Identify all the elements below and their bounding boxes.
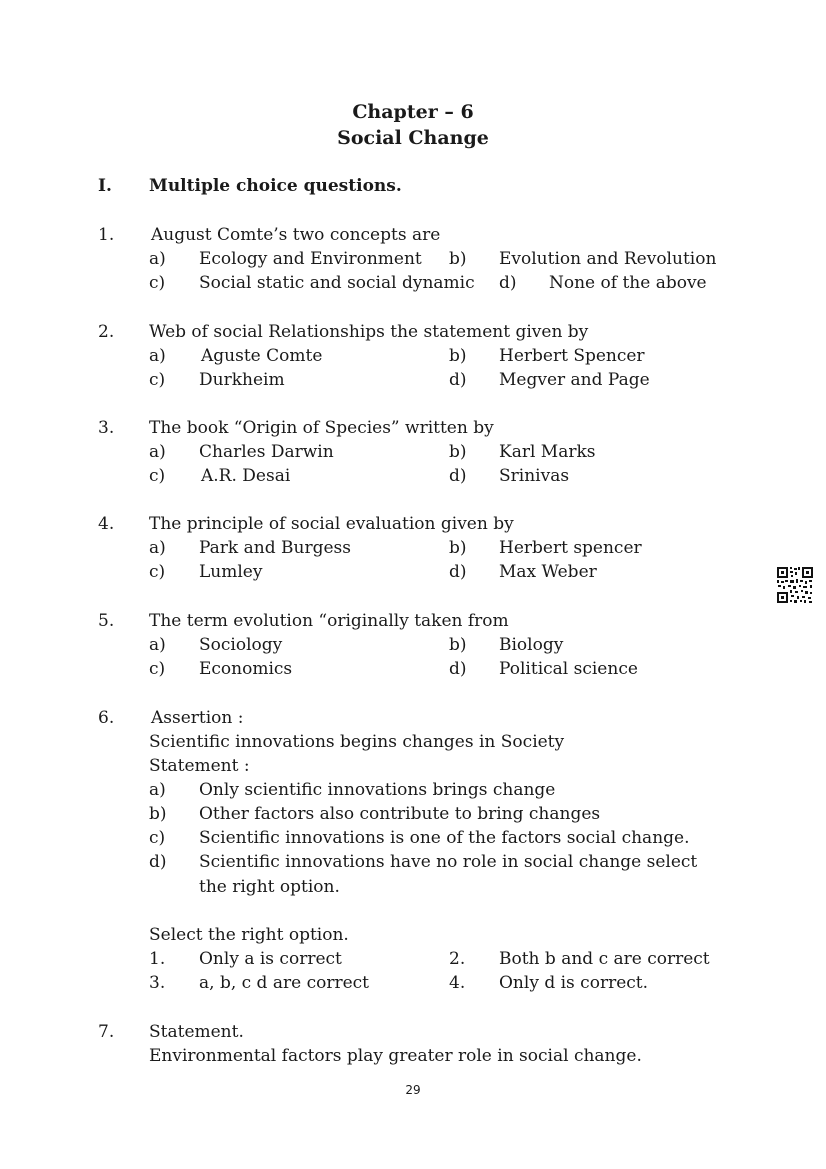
option-text: Political science: [499, 659, 638, 679]
option-label: b): [449, 635, 467, 655]
option-text: Charles Darwin: [199, 442, 334, 462]
option-text: Herbert spencer: [499, 538, 642, 558]
option-label: a): [149, 538, 166, 558]
option-text: Evolution and Revolution: [499, 249, 717, 269]
option-label: c): [149, 562, 166, 582]
option-label: d): [449, 562, 467, 582]
option-text: Ecology and Environment: [199, 249, 422, 269]
question-text: August Comte’s two concepts are: [151, 225, 441, 245]
option-label: d): [449, 466, 467, 486]
assertion-label: Assertion :: [151, 708, 244, 728]
choice-label: 3.: [149, 973, 166, 993]
option-text-continued: the right option.: [199, 877, 340, 897]
option-text: Srinivas: [499, 466, 570, 486]
option-label: d): [149, 852, 167, 872]
choice-label: 1.: [149, 949, 166, 969]
option-label: b): [449, 249, 467, 269]
choice-label: 4.: [449, 973, 466, 993]
option-text: Lumley: [199, 562, 263, 582]
option-text: Scientific innovations have no role in social change select: [199, 852, 698, 872]
option-text: Park and Burgess: [199, 538, 351, 558]
option-label: d): [449, 370, 467, 390]
option-text: Social static and social dynamic: [199, 273, 475, 293]
option-label: b): [449, 346, 467, 366]
option-label: b): [449, 442, 467, 462]
option-label: d): [499, 273, 517, 293]
option-label: c): [149, 828, 166, 848]
statement-text: Environmental factors play greater role in social change.: [149, 1046, 642, 1066]
option-text: Aguste Comte: [201, 346, 323, 366]
section-number: I.: [98, 176, 112, 196]
question-number: 4.: [98, 514, 115, 534]
choice-text: Only a is correct: [199, 949, 342, 969]
option-text: Karl Marks: [499, 442, 596, 462]
page-number: 29: [405, 1083, 421, 1097]
choice-label: 2.: [449, 949, 466, 969]
option-label: a): [149, 442, 166, 462]
question-number: 5.: [98, 611, 115, 631]
option-text: Max Weber: [499, 562, 597, 582]
question-number: 1.: [98, 225, 115, 245]
option-text: Biology: [499, 635, 564, 655]
chapter-subtitle: Social Change: [337, 127, 489, 149]
question-text: The term evolution “originally taken from: [149, 611, 509, 631]
option-text: Economics: [199, 659, 293, 679]
option-label: c): [149, 370, 166, 390]
option-text: Only scientific innovations brings change: [199, 780, 556, 800]
option-text: None of the above: [549, 273, 707, 293]
question-number: 6.: [98, 708, 115, 728]
option-text: Other factors also contribute to bring changes: [199, 804, 601, 824]
question-number: 7.: [98, 1022, 115, 1042]
option-text: Megver and Page: [499, 370, 650, 390]
option-label: c): [149, 466, 166, 486]
question-number: 3.: [98, 418, 115, 438]
option-text: Sociology: [199, 635, 283, 655]
option-label: a): [149, 346, 166, 366]
option-text: Herbert Spencer: [499, 346, 645, 366]
question-text: Web of social Relationships the statement given by: [149, 322, 589, 342]
select-prompt: Select the right option.: [149, 925, 349, 945]
qr-code-icon[interactable]: [776, 566, 814, 604]
choice-text: Both b and c are correct: [499, 949, 710, 969]
question-text: The principle of social evaluation given by: [149, 514, 514, 534]
option-text: Durkheim: [199, 370, 285, 390]
option-label: a): [149, 635, 166, 655]
option-label: b): [149, 804, 167, 824]
option-label: c): [149, 273, 166, 293]
option-label: c): [149, 659, 166, 679]
option-label: d): [449, 659, 467, 679]
option-text: A.R. Desai: [201, 466, 291, 486]
option-label: a): [149, 780, 166, 800]
statement-label: Statement :: [149, 756, 250, 776]
choice-text: Only d is correct.: [499, 973, 649, 993]
chapter-title: Chapter – 6: [352, 101, 474, 123]
option-label: a): [149, 249, 166, 269]
question-number: 2.: [98, 322, 115, 342]
section-title: Multiple choice questions.: [149, 176, 402, 196]
choice-text: a, b, c d are correct: [199, 973, 369, 993]
question-text: The book “Origin of Species” written by: [149, 418, 494, 438]
assertion-text: Scientific innovations begins changes in Society: [149, 732, 565, 752]
option-label: b): [449, 538, 467, 558]
option-text: Scientific innovations is one of the factors social change.: [199, 828, 690, 848]
statement-label: Statement.: [149, 1022, 244, 1042]
